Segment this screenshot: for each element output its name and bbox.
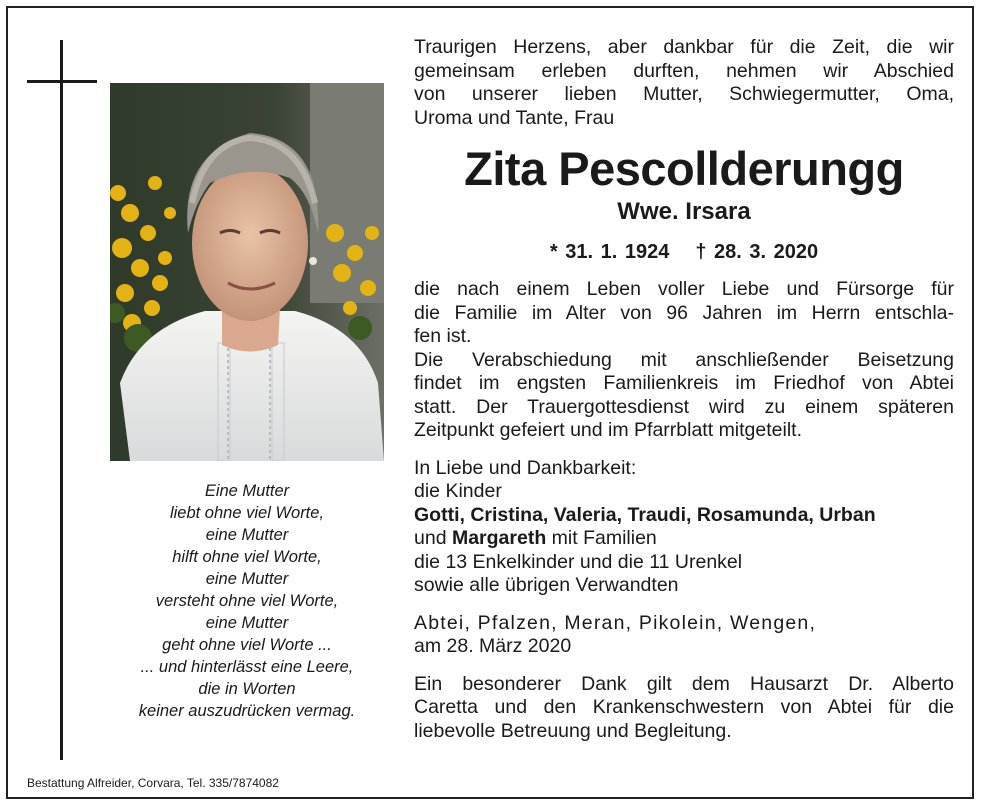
poem: [110, 480, 384, 722]
portrait-photo: [110, 83, 384, 461]
grandchildren-line: die 13 Enkelkinder und die 11 Urenkel: [414, 550, 743, 573]
family-intro: In Liebe und Dankbarkeit:: [414, 456, 637, 479]
thanks-line: Caretta und den Krankenschwestern von Abtei für die: [414, 696, 954, 718]
intro-line: Traurigen Herzens, aber dankbar für die Zeit, die wir: [414, 36, 954, 58]
birth-date: * 31. 1. 1924: [549, 241, 670, 263]
poem-line: hilft ohne viel Worte,: [172, 548, 322, 566]
intro-line: von unserer lieben Mutter, Schwiegermutter, Oma,: [414, 83, 954, 105]
passing-line: die nach einem Leben voller Liebe und Fürsorge für: [414, 278, 954, 300]
children-label: die Kinder: [414, 480, 502, 502]
farewell-line: statt. Der Trauergottesdienst wird zu einem späteren: [414, 395, 954, 418]
passing-line: die Familie im Alter von 96 Jahren im Herrn entschla-: [414, 301, 954, 324]
cross-icon-vertical: [60, 40, 63, 760]
deceased-name: Zita Pescollderungg: [464, 142, 904, 195]
with-families: mit Familien: [551, 527, 657, 549]
intro-line: gemeinsam erleben durften, nehmen wir Abschied: [414, 59, 954, 82]
poem-line: keiner auszudrücken vermag.: [138, 702, 356, 720]
last-child-line: [414, 527, 954, 551]
children-names: Gotti, Cristina, Valeria, Traudi, Rosamunda, Urban: [414, 503, 876, 526]
cross-icon-horizontal: [27, 80, 97, 83]
poem-line: versteht ohne viel Worte,: [155, 592, 339, 610]
farewell-line: Die Verabschiedung mit anschließender Beisetzung: [414, 348, 954, 371]
farewell-line: Zeitpunkt gefeiert und im Pfarrblatt mitgeteilt.: [414, 419, 803, 441]
poem-line: ... und hinterlässt eine Leere,: [140, 658, 354, 676]
last-child-name: Margareth: [451, 527, 547, 549]
passing-line: fen ist.: [414, 325, 472, 347]
poem-line: liebt ohne viel Worte,: [169, 504, 325, 522]
thanks-line: liebevolle Betreuung und Begleitung.: [414, 719, 732, 742]
places-line: Abtei, Pfalzen, Meran, Pikolein, Wengen,: [414, 611, 817, 634]
life-dates: [414, 240, 954, 264]
and-word: und: [414, 527, 447, 549]
poem-line: geht ohne viel Worte ...: [162, 636, 332, 654]
poem-line: eine Mutter: [205, 570, 289, 588]
notice-text: [414, 36, 954, 743]
relatives-line: sowie alle übrigen Verwandten: [414, 574, 679, 596]
widow-name: Wwe. Irsara: [617, 198, 751, 225]
thanks-line: Ein besonderer Dank gilt dem Hausarzt Dr. Alberto: [414, 672, 954, 695]
poem-line: Eine Mutter: [204, 482, 290, 500]
date-line: am 28. März 2020: [414, 635, 572, 657]
poem-line: eine Mutter: [205, 526, 289, 544]
funeral-home-footer: Bestattung Alfreider, Corvara, Tel. 335/7874082: [27, 776, 279, 790]
intro-line: Uroma und Tante, Frau: [414, 106, 615, 129]
death-date: † 28. 3. 2020: [695, 241, 819, 263]
poem-line: eine Mutter: [205, 614, 289, 632]
poem-line: die in Worten: [198, 680, 296, 698]
farewell-line: findet im engsten Familienkreis im Friedhof von Abtei: [414, 372, 954, 394]
